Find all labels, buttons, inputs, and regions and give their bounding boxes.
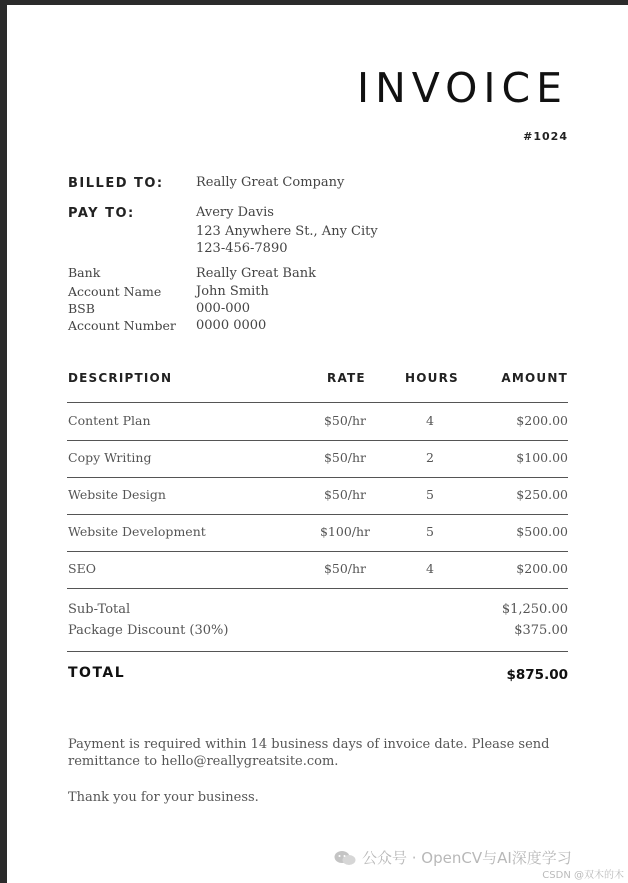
row-hours: 2 <box>426 450 434 465</box>
row-description: Website Design <box>68 487 166 502</box>
subtotal-label: Sub-Total <box>68 602 131 617</box>
top-border <box>0 0 628 5</box>
discount-value: $375.00 <box>514 623 568 638</box>
row-description: Content Plan <box>68 413 151 428</box>
row-rate: $50/hr <box>323 561 367 576</box>
col-header-description: DESCRIPTION <box>68 371 173 385</box>
col-header-amount: AMOUNT <box>501 371 568 385</box>
row-amount: $250.00 <box>516 487 568 502</box>
payment-terms: Payment is required within 14 business days of invoice date. Please send remittance to hello@reallygreatsite.com. <box>68 737 550 769</box>
account-name-value: John Smith <box>196 284 269 299</box>
total-divider <box>67 651 568 652</box>
pay-to-name: Avery Davis <box>196 205 274 220</box>
account-number-value: 0000 0000 <box>196 318 267 333</box>
row-description: SEO <box>68 561 96 576</box>
watermark-secondary: CSDN @双木的木 <box>542 870 624 881</box>
table-divider <box>67 402 568 403</box>
left-border <box>0 0 7 883</box>
invoice-number: #1024 <box>523 130 568 143</box>
billed-to-label: BILLED TO: <box>68 176 164 191</box>
table-divider <box>67 440 568 441</box>
table-row <box>0 561 628 581</box>
watermark-text: 公众号 · OpenCV与AI深度学习 <box>362 849 572 867</box>
table-divider <box>67 477 568 478</box>
table-divider <box>67 588 568 589</box>
discount-label: Package Discount (30%) <box>68 623 229 638</box>
table-row <box>0 450 628 470</box>
table-row <box>0 524 628 544</box>
pay-to-label: PAY TO: <box>68 206 135 221</box>
row-description: Website Development <box>68 524 206 539</box>
row-rate: $50/hr <box>323 450 367 465</box>
pay-to-phone: 123-456-7890 <box>196 241 288 256</box>
col-header-rate: RATE <box>327 371 366 385</box>
thank-you-note: Thank you for your business. <box>68 790 259 805</box>
bank-value: Really Great Bank <box>196 266 316 281</box>
table-divider <box>67 551 568 552</box>
watermark <box>334 847 572 868</box>
row-hours: 5 <box>426 487 434 502</box>
row-amount: $200.00 <box>516 561 568 576</box>
row-amount: $100.00 <box>516 450 568 465</box>
total-value: $875.00 <box>506 667 568 683</box>
wechat-icon <box>334 850 356 866</box>
row-rate: $50/hr <box>323 487 367 502</box>
account-name-label: Account Name <box>68 284 162 299</box>
bsb-value: 000-000 <box>196 301 251 316</box>
row-amount: $500.00 <box>516 524 568 539</box>
row-description: Copy Writing <box>68 450 152 465</box>
bank-label: Bank <box>68 265 101 280</box>
invoice-title: INVOICE <box>357 64 568 112</box>
total-label: TOTAL <box>68 665 126 681</box>
col-header-hours: HOURS <box>405 371 459 385</box>
row-rate: $100/hr <box>319 524 371 539</box>
row-amount: $200.00 <box>516 413 568 428</box>
row-rate: $50/hr <box>323 413 367 428</box>
row-hours: 4 <box>426 413 434 428</box>
pay-to-address: 123 Anywhere St., Any City <box>196 224 378 239</box>
bsb-label: BSB <box>68 301 95 316</box>
subtotal-value: $1,250.00 <box>501 602 568 617</box>
account-number-label: Account Number <box>68 318 176 333</box>
table-divider <box>67 514 568 515</box>
row-hours: 4 <box>426 561 434 576</box>
row-hours: 5 <box>426 524 434 539</box>
billed-to-value: Really Great Company <box>196 175 345 190</box>
table-row <box>0 413 628 433</box>
table-row <box>0 487 628 507</box>
